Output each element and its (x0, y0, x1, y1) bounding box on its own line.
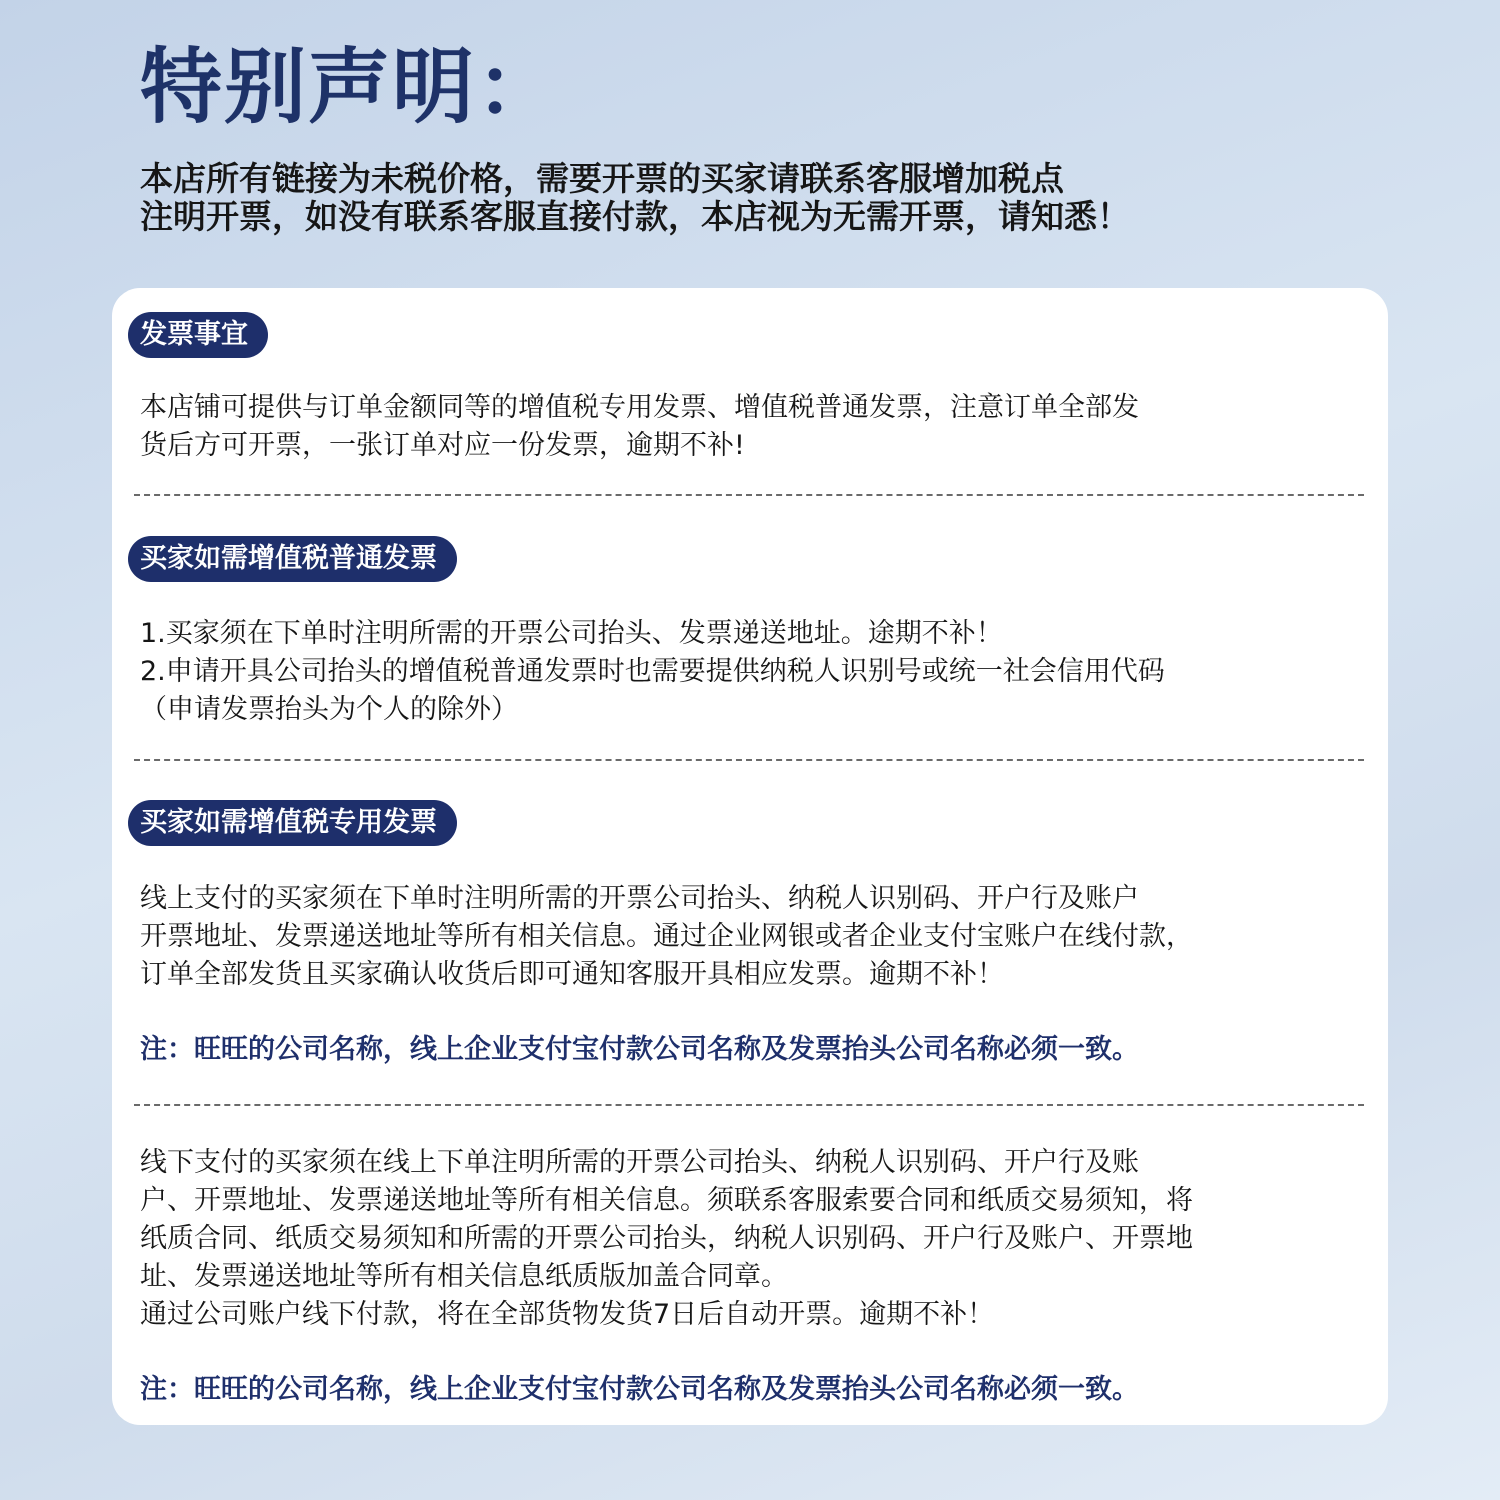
page-title: 特别声明： (140, 40, 561, 135)
offline-note: 注：旺旺的公司名称，线上企业支付宝付款公司名称及发票抬头公司名称必须一致。 (140, 1374, 1139, 1405)
section-badge-normal-invoice: 买家如需增值税普通发票 (128, 536, 457, 582)
text-line: 户、开票地址、发票递送地址等所有相关信息。须联系客服索要合同和纸质交易须知，将 (140, 1185, 1193, 1216)
intro-notice (140, 160, 1390, 236)
dashed-divider (134, 759, 1364, 761)
dashed-divider (134, 1104, 1364, 1106)
intro-line: 注明开票，如没有联系客服直接付款，本店视为无需开票，请知悉！ (140, 197, 1130, 236)
text-line: 通过公司账户线下付款，将在全部货物发货7日后自动开票。逾期不补！ (140, 1299, 995, 1330)
invoice-info-card (112, 288, 1388, 1425)
text-line: 开票地址、发票递送地址等所有相关信息。通过企业网银或者企业支付宝账户在线付款， (140, 921, 1193, 952)
invoice-matters-text (140, 389, 1370, 465)
text-line: 线上支付的买家须在下单时注明所需的开票公司抬头、纳税人识别码、开户行及账户 (140, 883, 1139, 914)
special-invoice-offline-text (140, 1144, 1370, 1334)
normal-invoice-text (140, 615, 1370, 729)
online-note: 注：旺旺的公司名称，线上企业支付宝付款公司名称及发票抬头公司名称必须一致。 (140, 1034, 1139, 1065)
text-line: 2.申请开具公司抬头的增值税普通发票时也需要提供纳税人识别号或统一社会信用代码 (140, 656, 1165, 687)
special-invoice-online-text (140, 880, 1370, 994)
text-line: 线下支付的买家须在线上下单注明所需的开票公司抬头、纳税人识别码、开户行及账 (140, 1147, 1139, 1178)
text-line: 1.买家须在下单时注明所需的开票公司抬头、发票递送地址。途期不补！ (140, 618, 1003, 649)
intro-line: 本店所有链接为未税价格，需要开票的买家请联系客服增加税点 (140, 159, 1064, 198)
text-line: 本店铺可提供与订单金额同等的增值税专用发票、增值税普通发票，注意订单全部发 (140, 392, 1139, 423)
dashed-divider (134, 494, 1364, 496)
text-line: （申请发票抬头为个人的除外） (140, 694, 518, 725)
section-badge-special-invoice: 买家如需增值税专用发票 (128, 800, 457, 846)
section-badge-invoice-matters: 发票事宜 (128, 312, 268, 358)
text-line: 货后方可开票，一张订单对应一份发票，逾期不补! (140, 430, 745, 461)
text-line: 订单全部发货且买家确认收货后即可通知客服开具相应发票。逾期不补！ (140, 959, 1004, 990)
text-line: 址、发票递送地址等所有相关信息纸质版加盖合同章。 (140, 1261, 788, 1292)
text-line: 纸质合同、纸质交易须知和所需的开票公司抬头，纳税人识别码、开户行及账户、开票地 (140, 1223, 1193, 1254)
